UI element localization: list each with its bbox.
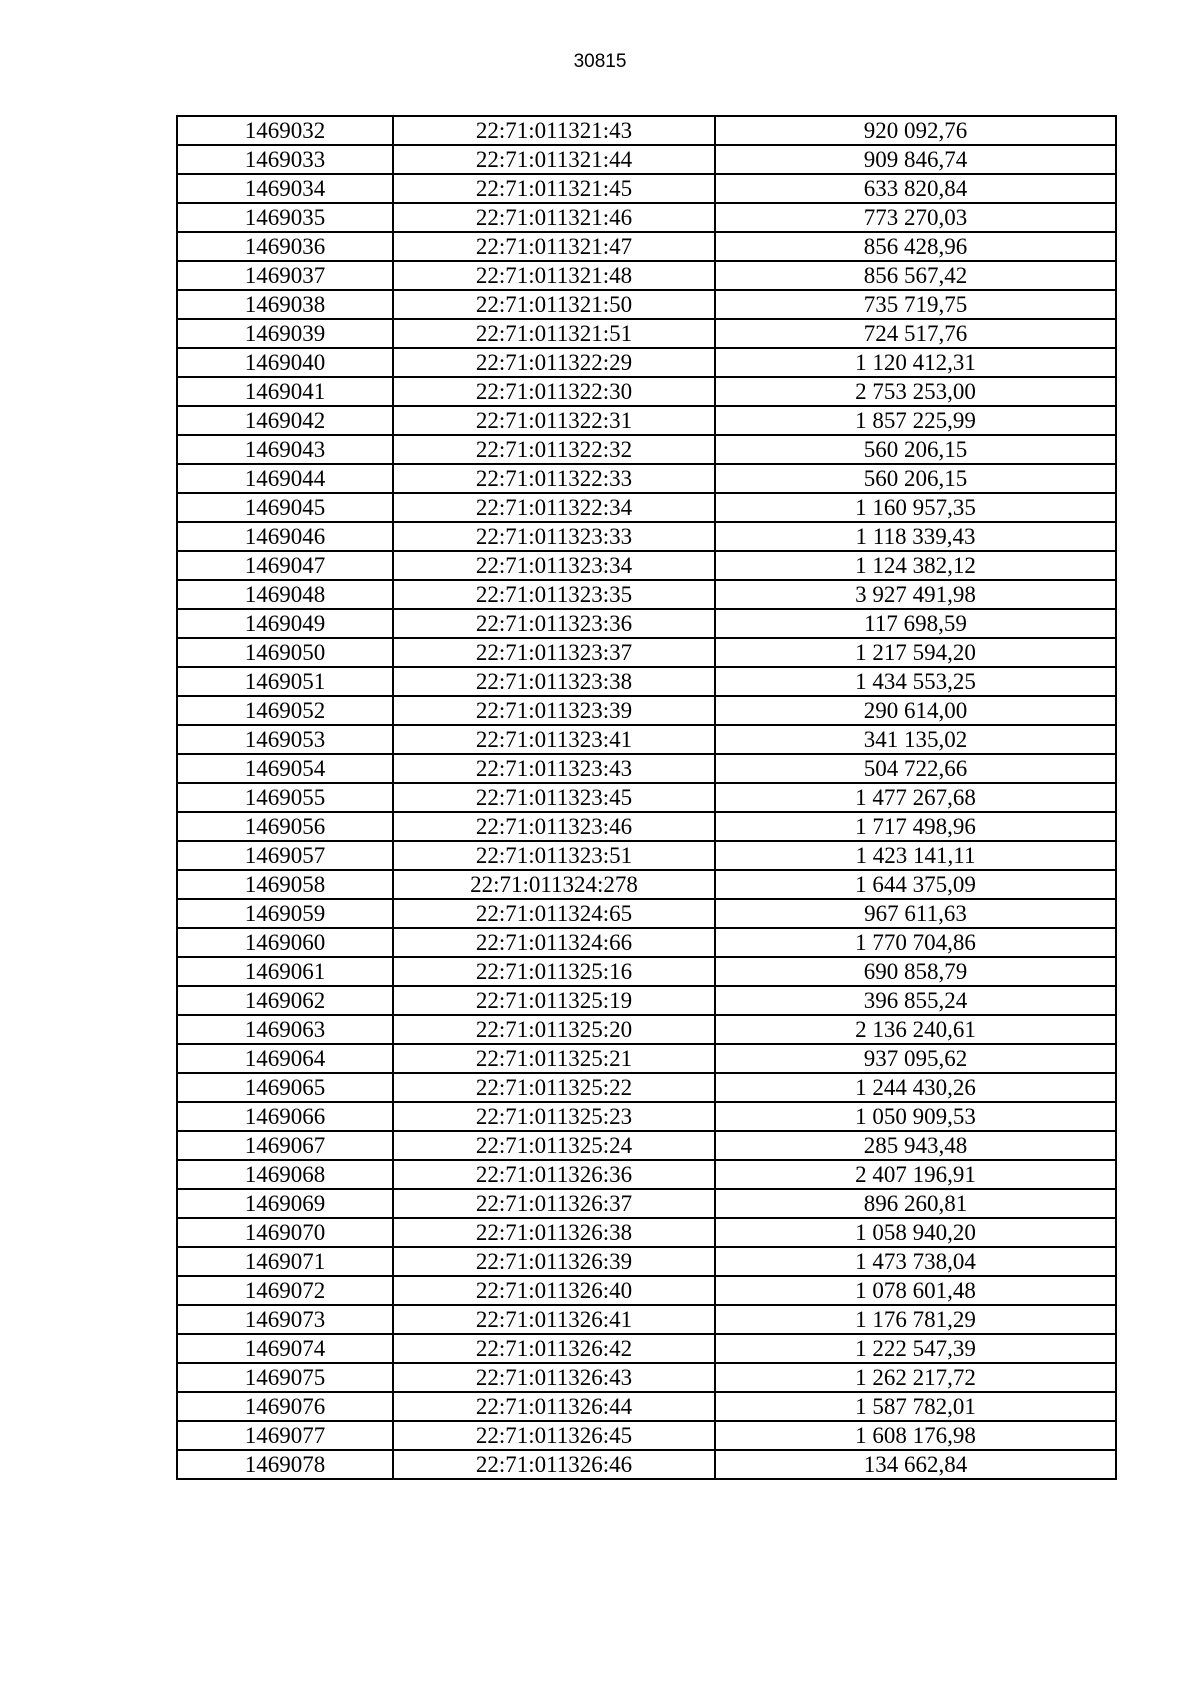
cadastral-value-cell: 134 662,84 — [715, 1450, 1116, 1479]
cadastral-value-cell: 1 587 782,01 — [715, 1392, 1116, 1421]
cadastral-value-cell: 396 855,24 — [715, 986, 1116, 1015]
cadastral-value-cell: 1 118 339,43 — [715, 522, 1116, 551]
record-number-cell: 1469041 — [177, 377, 393, 406]
cadastral-value-cell: 504 722,66 — [715, 754, 1116, 783]
table-row — [177, 725, 1116, 754]
cadastral-number-cell: 22:71:011324:65 — [393, 899, 715, 928]
cadastral-value-cell: 3 927 491,98 — [715, 580, 1116, 609]
table-row — [177, 522, 1116, 551]
cadastral-number-cell: 22:71:011321:45 — [393, 174, 715, 203]
cadastral-value-cell: 1 244 430,26 — [715, 1073, 1116, 1102]
record-number-cell: 1469038 — [177, 290, 393, 319]
record-number-cell: 1469056 — [177, 812, 393, 841]
cadastral-value-cell: 1 058 940,20 — [715, 1218, 1116, 1247]
cadastral-value-cell: 2 753 253,00 — [715, 377, 1116, 406]
cadastral-value-cell: 1 644 375,09 — [715, 870, 1116, 899]
cadastral-number-cell: 22:71:011323:51 — [393, 841, 715, 870]
table-row — [177, 232, 1116, 261]
cadastral-number-cell: 22:71:011322:29 — [393, 348, 715, 377]
cadastral-number-cell: 22:71:011321:47 — [393, 232, 715, 261]
record-number-cell: 1469042 — [177, 406, 393, 435]
cadastral-value-cell: 341 135,02 — [715, 725, 1116, 754]
table-row — [177, 377, 1116, 406]
table-row — [177, 290, 1116, 319]
cadastral-value-cell: 1 262 217,72 — [715, 1363, 1116, 1392]
record-number-cell: 1469078 — [177, 1450, 393, 1479]
record-number-cell: 1469068 — [177, 1160, 393, 1189]
cadastral-number-cell: 22:71:011325:19 — [393, 986, 715, 1015]
cadastral-number-cell: 22:71:011325:22 — [393, 1073, 715, 1102]
table-row — [177, 928, 1116, 957]
cadastral-number-cell: 22:71:011323:46 — [393, 812, 715, 841]
cadastral-value-cell: 1 160 957,35 — [715, 493, 1116, 522]
record-number-cell: 1469070 — [177, 1218, 393, 1247]
cadastral-value-cell: 856 428,96 — [715, 232, 1116, 261]
cadastral-value-cell: 1 770 704,86 — [715, 928, 1116, 957]
record-number-cell: 1469044 — [177, 464, 393, 493]
cadastral-value-cell: 1 717 498,96 — [715, 812, 1116, 841]
record-number-cell: 1469062 — [177, 986, 393, 1015]
table-row — [177, 1131, 1116, 1160]
cadastral-value-cell: 1 078 601,48 — [715, 1276, 1116, 1305]
cadastral-number-cell: 22:71:011326:46 — [393, 1450, 715, 1479]
cadastral-value-cell: 1 217 594,20 — [715, 638, 1116, 667]
record-number-cell: 1469043 — [177, 435, 393, 464]
table-row — [177, 754, 1116, 783]
cadastral-value-cell: 1 176 781,29 — [715, 1305, 1116, 1334]
record-number-cell: 1469037 — [177, 261, 393, 290]
table-row — [177, 1305, 1116, 1334]
cadastral-number-cell: 22:71:011322:32 — [393, 435, 715, 464]
cadastral-number-cell: 22:71:011321:44 — [393, 145, 715, 174]
record-number-cell: 1469046 — [177, 522, 393, 551]
cadastral-number-cell: 22:71:011326:38 — [393, 1218, 715, 1247]
table-row — [177, 1015, 1116, 1044]
table-row — [177, 435, 1116, 464]
table-row — [177, 696, 1116, 725]
table-row — [177, 957, 1116, 986]
table-row — [177, 609, 1116, 638]
record-number-cell: 1469052 — [177, 696, 393, 725]
cadastral-value-cell: 285 943,48 — [715, 1131, 1116, 1160]
table-row — [177, 406, 1116, 435]
cadastral-value-cell: 1 857 225,99 — [715, 406, 1116, 435]
record-number-cell: 1469032 — [177, 116, 393, 145]
page-number: 30815 — [573, 51, 627, 72]
table-row — [177, 203, 1116, 232]
cadastral-value-cell: 2 407 196,91 — [715, 1160, 1116, 1189]
record-number-cell: 1469064 — [177, 1044, 393, 1073]
record-number-cell: 1469035 — [177, 203, 393, 232]
table-row — [177, 1450, 1116, 1479]
record-number-cell: 1469036 — [177, 232, 393, 261]
record-number-cell: 1469033 — [177, 145, 393, 174]
record-number-cell: 1469057 — [177, 841, 393, 870]
record-number-cell: 1469071 — [177, 1247, 393, 1276]
table-row — [177, 899, 1116, 928]
cadastral-number-cell: 22:71:011323:38 — [393, 667, 715, 696]
cadastral-value-cell: 1 477 267,68 — [715, 783, 1116, 812]
table-row — [177, 348, 1116, 377]
cadastral-value-cell: 1 434 553,25 — [715, 667, 1116, 696]
record-number-cell: 1469065 — [177, 1073, 393, 1102]
cadastral-value-cell: 1 050 909,53 — [715, 1102, 1116, 1131]
table-row — [177, 1160, 1116, 1189]
record-number-cell: 1469075 — [177, 1363, 393, 1392]
record-number-cell: 1469059 — [177, 899, 393, 928]
record-number-cell: 1469039 — [177, 319, 393, 348]
record-number-cell: 1469053 — [177, 725, 393, 754]
table-row — [177, 1189, 1116, 1218]
cadastral-number-cell: 22:71:011323:43 — [393, 754, 715, 783]
table-row — [177, 638, 1116, 667]
table-row — [177, 1102, 1116, 1131]
cadastral-number-cell: 22:71:011322:30 — [393, 377, 715, 406]
table-row — [177, 812, 1116, 841]
table-row — [177, 1421, 1116, 1450]
record-number-cell: 1469040 — [177, 348, 393, 377]
cadastral-number-cell: 22:71:011321:46 — [393, 203, 715, 232]
record-number-cell: 1469077 — [177, 1421, 393, 1450]
record-number-cell: 1469074 — [177, 1334, 393, 1363]
record-number-cell: 1469048 — [177, 580, 393, 609]
registry-table-body — [177, 116, 1116, 1479]
table-row — [177, 1247, 1116, 1276]
record-number-cell: 1469045 — [177, 493, 393, 522]
record-number-cell: 1469049 — [177, 609, 393, 638]
cadastral-number-cell: 22:71:011323:45 — [393, 783, 715, 812]
table-row — [177, 1044, 1116, 1073]
cadastral-number-cell: 22:71:011326:41 — [393, 1305, 715, 1334]
cadastral-number-cell: 22:71:011323:36 — [393, 609, 715, 638]
cadastral-number-cell: 22:71:011321:51 — [393, 319, 715, 348]
table-row — [177, 116, 1116, 145]
cadastral-number-cell: 22:71:011325:20 — [393, 1015, 715, 1044]
record-number-cell: 1469055 — [177, 783, 393, 812]
table-row — [177, 1334, 1116, 1363]
registry-table — [176, 115, 1117, 1480]
table-row — [177, 551, 1116, 580]
record-number-cell: 1469051 — [177, 667, 393, 696]
cadastral-number-cell: 22:71:011323:33 — [393, 522, 715, 551]
table-row — [177, 667, 1116, 696]
cadastral-value-cell: 1 423 141,11 — [715, 841, 1116, 870]
cadastral-value-cell: 937 095,62 — [715, 1044, 1116, 1073]
cadastral-number-cell: 22:71:011323:39 — [393, 696, 715, 725]
cadastral-number-cell: 22:71:011324:278 — [393, 870, 715, 899]
cadastral-number-cell: 22:71:011326:42 — [393, 1334, 715, 1363]
table-row — [177, 870, 1116, 899]
table-row — [177, 261, 1116, 290]
cadastral-number-cell: 22:71:011325:24 — [393, 1131, 715, 1160]
record-number-cell: 1469054 — [177, 754, 393, 783]
cadastral-number-cell: 22:71:011323:41 — [393, 725, 715, 754]
record-number-cell: 1469067 — [177, 1131, 393, 1160]
table-row — [177, 1363, 1116, 1392]
cadastral-value-cell: 909 846,74 — [715, 145, 1116, 174]
cadastral-value-cell: 1 222 547,39 — [715, 1334, 1116, 1363]
cadastral-number-cell: 22:71:011326:45 — [393, 1421, 715, 1450]
cadastral-value-cell: 2 136 240,61 — [715, 1015, 1116, 1044]
cadastral-value-cell: 1 608 176,98 — [715, 1421, 1116, 1450]
cadastral-value-cell: 735 719,75 — [715, 290, 1116, 319]
record-number-cell: 1469073 — [177, 1305, 393, 1334]
record-number-cell: 1469069 — [177, 1189, 393, 1218]
cadastral-value-cell: 896 260,81 — [715, 1189, 1116, 1218]
record-number-cell: 1469063 — [177, 1015, 393, 1044]
cadastral-number-cell: 22:71:011326:37 — [393, 1189, 715, 1218]
cadastral-number-cell: 22:71:011323:34 — [393, 551, 715, 580]
table-row — [177, 783, 1116, 812]
cadastral-value-cell: 633 820,84 — [715, 174, 1116, 203]
table-row — [177, 841, 1116, 870]
cadastral-value-cell: 773 270,03 — [715, 203, 1116, 232]
table-row — [177, 145, 1116, 174]
cadastral-number-cell: 22:71:011322:31 — [393, 406, 715, 435]
record-number-cell: 1469061 — [177, 957, 393, 986]
cadastral-value-cell: 560 206,15 — [715, 435, 1116, 464]
record-number-cell: 1469047 — [177, 551, 393, 580]
cadastral-value-cell: 724 517,76 — [715, 319, 1116, 348]
cadastral-value-cell: 967 611,63 — [715, 899, 1116, 928]
cadastral-value-cell: 1 120 412,31 — [715, 348, 1116, 377]
record-number-cell: 1469066 — [177, 1102, 393, 1131]
cadastral-number-cell: 22:71:011321:43 — [393, 116, 715, 145]
table-row — [177, 493, 1116, 522]
cadastral-number-cell: 22:71:011325:23 — [393, 1102, 715, 1131]
table-row — [177, 1392, 1116, 1421]
cadastral-number-cell: 22:71:011326:36 — [393, 1160, 715, 1189]
cadastral-number-cell: 22:71:011326:44 — [393, 1392, 715, 1421]
record-number-cell: 1469072 — [177, 1276, 393, 1305]
table-row — [177, 1276, 1116, 1305]
record-number-cell: 1469058 — [177, 870, 393, 899]
table-row — [177, 174, 1116, 203]
cadastral-number-cell: 22:71:011326:39 — [393, 1247, 715, 1276]
cadastral-number-cell: 22:71:011324:66 — [393, 928, 715, 957]
cadastral-number-cell: 22:71:011322:33 — [393, 464, 715, 493]
record-number-cell: 1469050 — [177, 638, 393, 667]
cadastral-number-cell: 22:71:011322:34 — [393, 493, 715, 522]
table-row — [177, 464, 1116, 493]
cadastral-value-cell: 690 858,79 — [715, 957, 1116, 986]
cadastral-number-cell: 22:71:011325:16 — [393, 957, 715, 986]
cadastral-number-cell: 22:71:011323:37 — [393, 638, 715, 667]
table-row — [177, 319, 1116, 348]
table-row — [177, 580, 1116, 609]
cadastral-number-cell: 22:71:011326:43 — [393, 1363, 715, 1392]
record-number-cell: 1469076 — [177, 1392, 393, 1421]
cadastral-value-cell: 920 092,76 — [715, 116, 1116, 145]
cadastral-value-cell: 1 473 738,04 — [715, 1247, 1116, 1276]
cadastral-number-cell: 22:71:011325:21 — [393, 1044, 715, 1073]
table-row — [177, 1073, 1116, 1102]
cadastral-number-cell: 22:71:011321:48 — [393, 261, 715, 290]
table-row — [177, 986, 1116, 1015]
cadastral-number-cell: 22:71:011321:50 — [393, 290, 715, 319]
cadastral-number-cell: 22:71:011323:35 — [393, 580, 715, 609]
cadastral-value-cell: 560 206,15 — [715, 464, 1116, 493]
cadastral-value-cell: 856 567,42 — [715, 261, 1116, 290]
table-row — [177, 1218, 1116, 1247]
cadastral-value-cell: 117 698,59 — [715, 609, 1116, 638]
cadastral-value-cell: 1 124 382,12 — [715, 551, 1116, 580]
record-number-cell: 1469034 — [177, 174, 393, 203]
cadastral-value-cell: 290 614,00 — [715, 696, 1116, 725]
cadastral-number-cell: 22:71:011326:40 — [393, 1276, 715, 1305]
record-number-cell: 1469060 — [177, 928, 393, 957]
